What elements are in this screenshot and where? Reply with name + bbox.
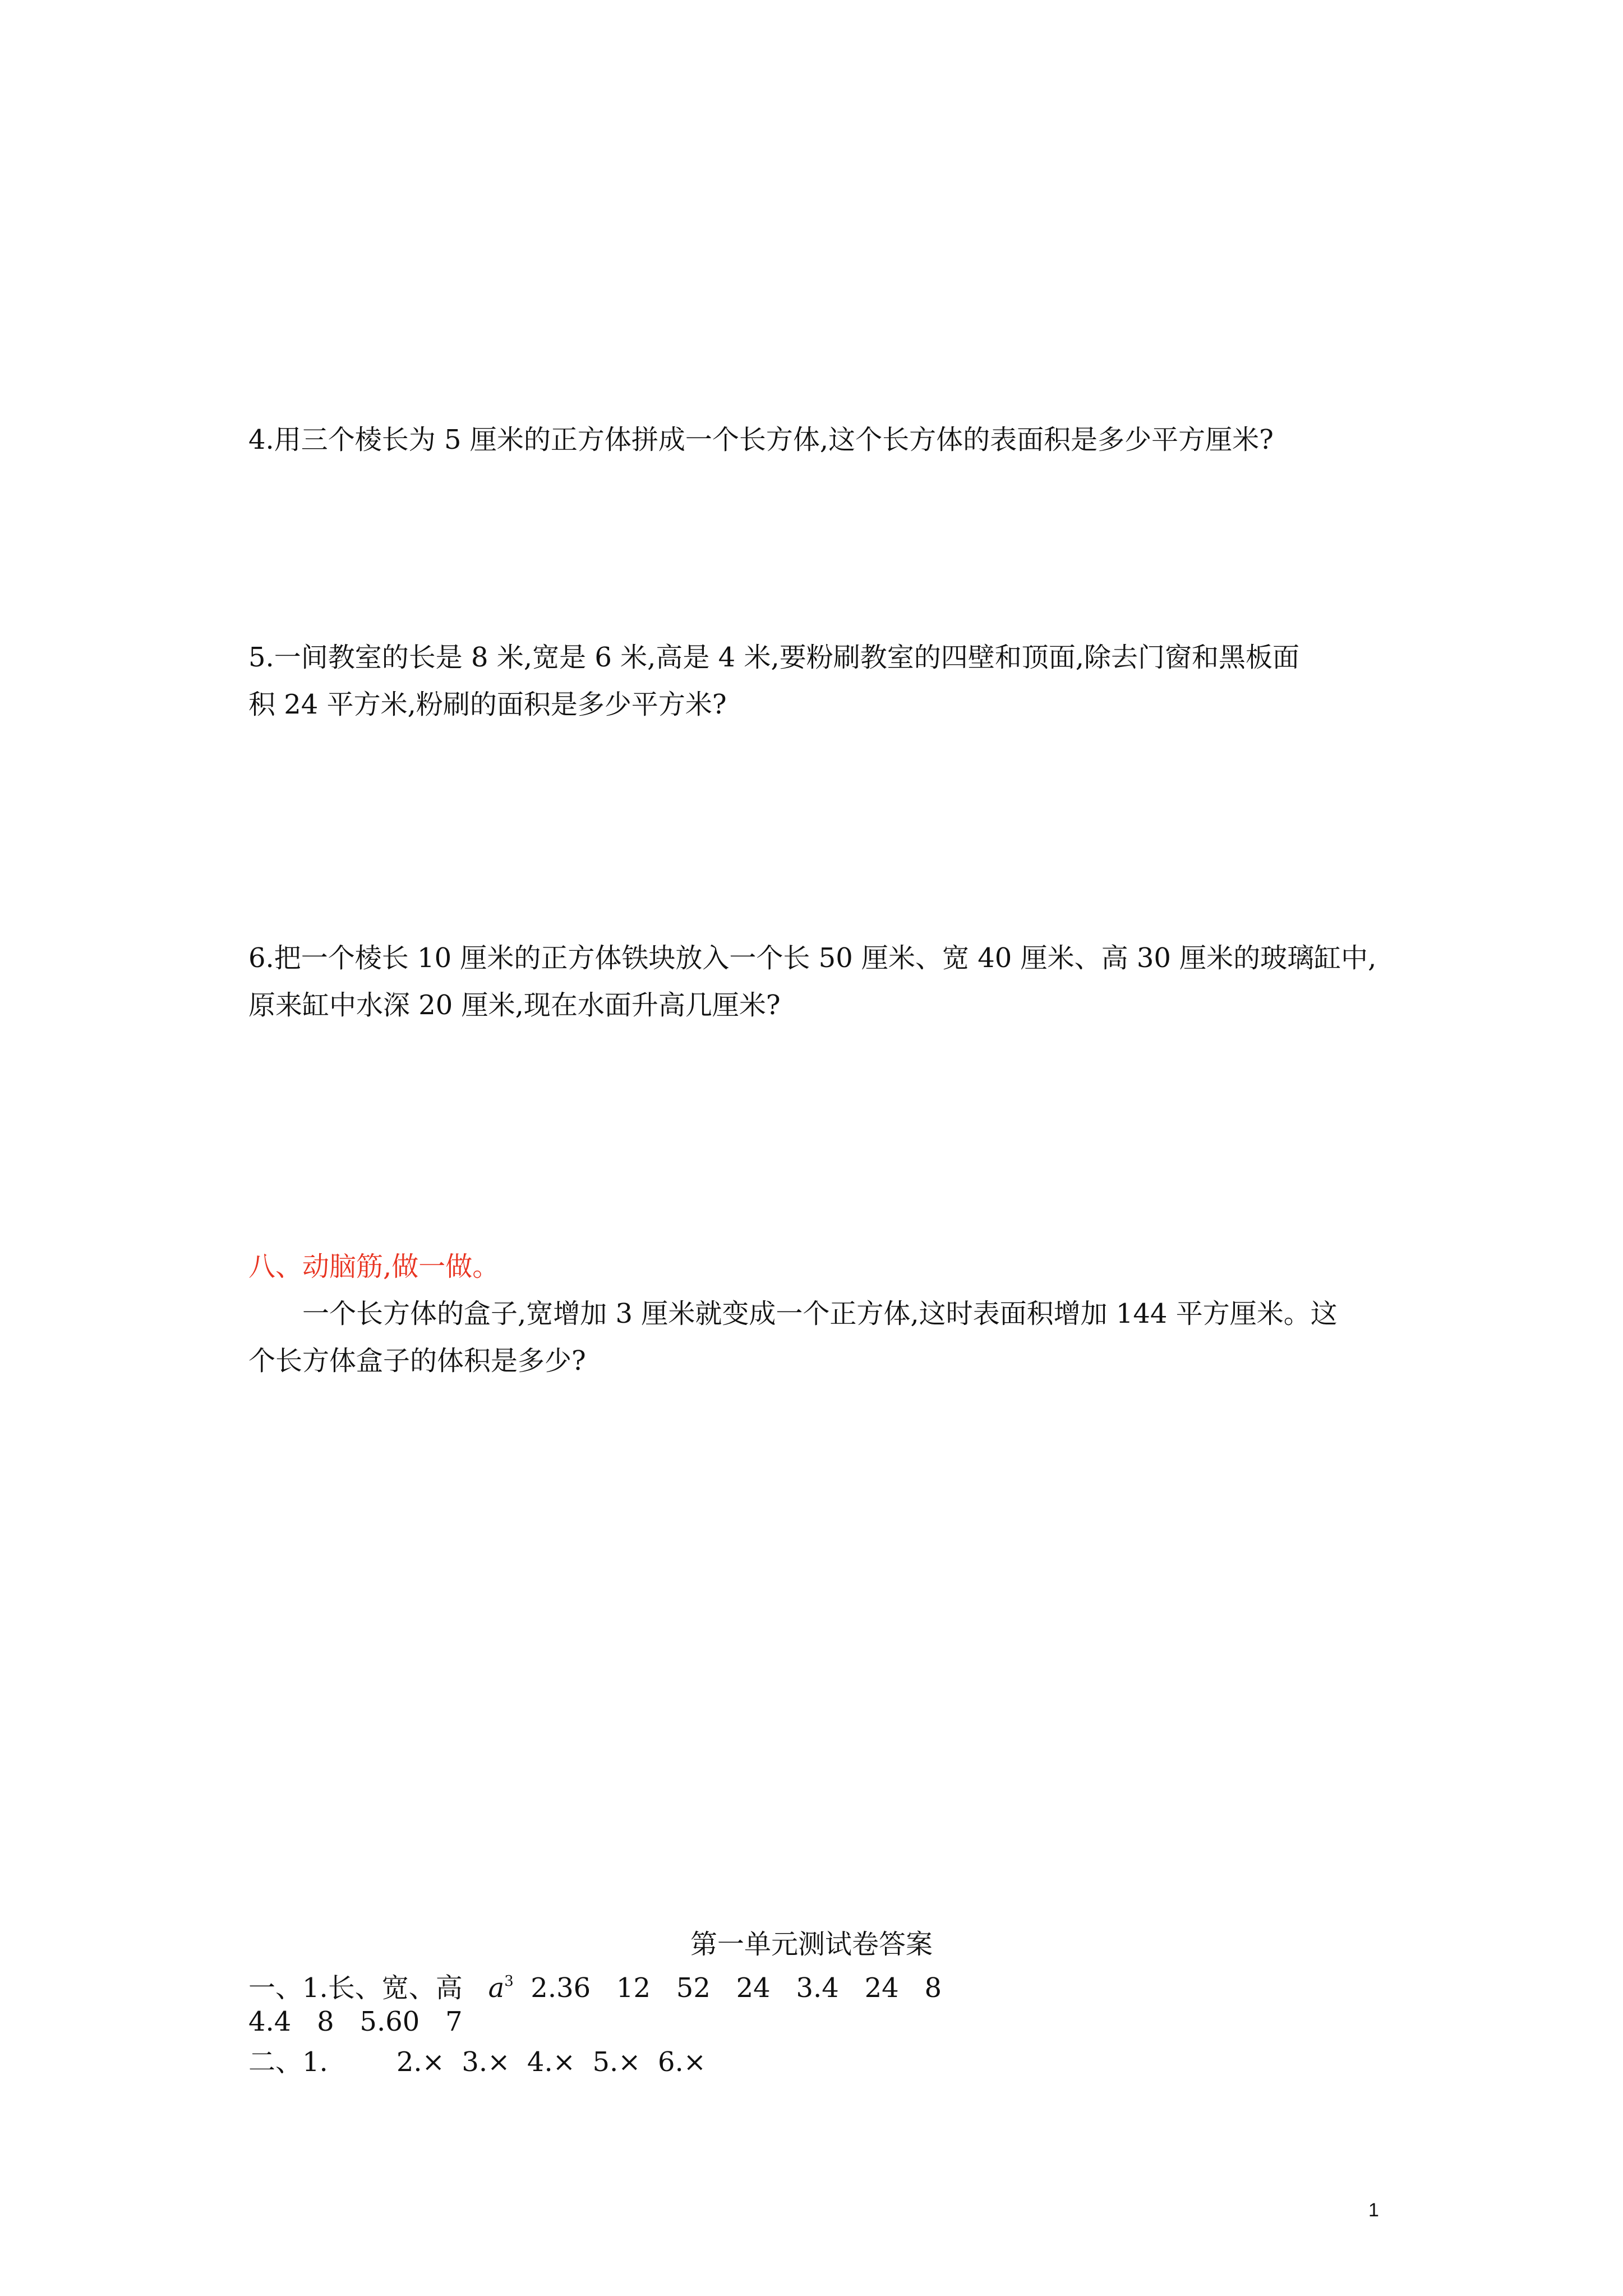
question-5-line-2: 积 24 平方米,粉刷的面积是多少平方米? bbox=[248, 689, 727, 720]
question-5 bbox=[248, 634, 1395, 728]
section-8-line-1: 一个长方体的盒子,宽增加 3 厘米就变成一个正方体,这时表面积增加 144 平方厘米。这 bbox=[302, 1298, 1338, 1329]
question-6-line-1: 6.把一个棱长 10 厘米的正方体铁块放入一个长 50 厘米、宽 40 厘米、高 30 厘米的玻璃缸中, bbox=[248, 942, 1377, 974]
answer-line-1-exponent: 3 bbox=[504, 1973, 514, 1990]
answer-line-1-rest: 2.36 12 52 24 3.4 24 8 bbox=[513, 1972, 942, 2004]
question-6 bbox=[248, 935, 1395, 1029]
section-8 bbox=[248, 1243, 1395, 1384]
question-6-line-2: 原来缸中水深 20 厘米,现在水面升高几厘米? bbox=[248, 990, 781, 1021]
question-4-line-1: 4.用三个棱长为 5 厘米的正方体拼成一个长方体,这个长方体的表面积是多少平方厘米? bbox=[248, 424, 1274, 455]
section-8-line-2: 个长方体盒子的体积是多少? bbox=[248, 1345, 586, 1377]
section-8-heading: 八、动脑筋,做一做。 bbox=[248, 1251, 500, 1282]
page-number: 1 bbox=[1368, 2200, 1379, 2221]
answer-line-3: 二、1. 2.× 3.× 4.× 5.× 6.× bbox=[248, 2046, 707, 2078]
question-5-line-1: 5.一间教室的长是 8 米,宽是 6 米,高是 4 米,要粉刷教室的四壁和顶面,除去门窗和黑板面 bbox=[248, 642, 1299, 673]
answer-key-title: 第一单元测试卷答案 bbox=[690, 1929, 933, 1960]
answer-line-2: 4.4 8 5.60 7 bbox=[248, 2006, 463, 2037]
answer-line-1-prefix: 一、1.长、宽、高 bbox=[248, 1972, 463, 2004]
question-4 bbox=[248, 416, 1395, 463]
answer-line-1-variable: a bbox=[488, 1972, 505, 2004]
